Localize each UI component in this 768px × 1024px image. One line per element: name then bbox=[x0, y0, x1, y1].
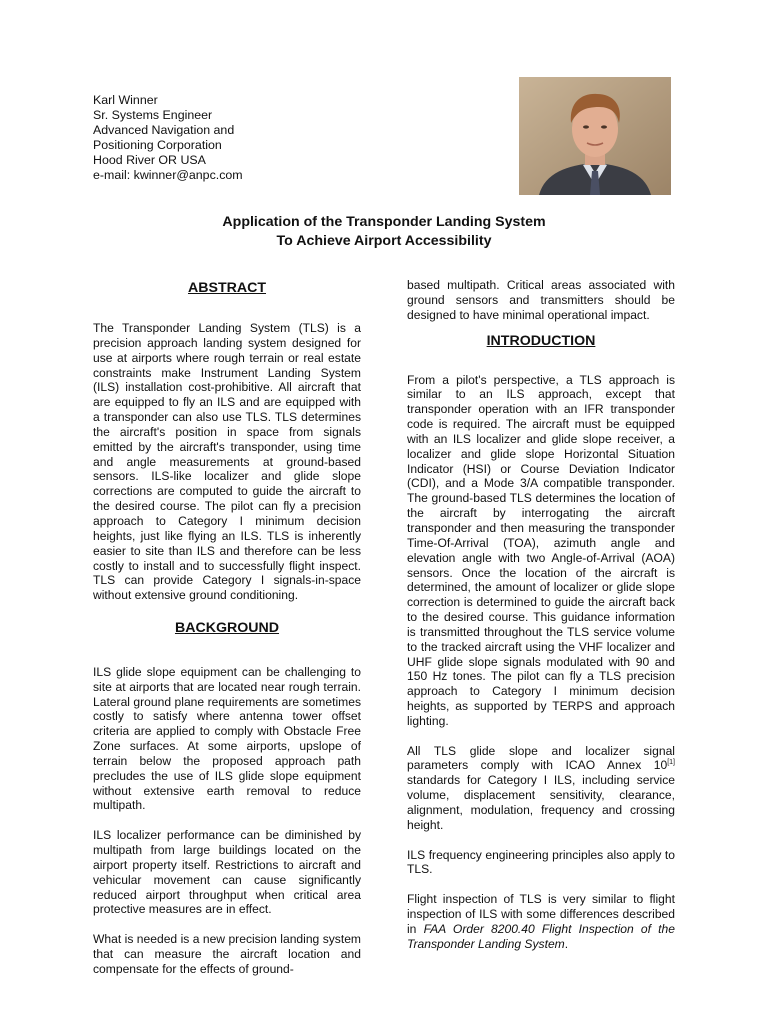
intro-p4-text-b: . bbox=[564, 936, 569, 951]
author-position: Sr. Systems Engineer bbox=[93, 108, 213, 122]
background-paragraph-3-continued: based multipath. Critical areas associated with ground sensors and transmitters should be designed to have minimal operational impact. bbox=[407, 278, 675, 322]
intro-p2-text-a: All TLS glide slope and localizer signal parameters comply with ICAO Annex 10 bbox=[407, 743, 675, 773]
author-org-line1: Advanced Navigation and bbox=[93, 123, 235, 137]
reference-marker: [1] bbox=[667, 759, 675, 767]
abstract-text: The Transponder Landing System (TLS) is a precision approach landing system designed for use at airports where rough terrain or real estate constraints make Instrument Landing System (ILS) installation cost-prohibitive. All aircraft that are equipped to fly an ILS and are equipped with a transponder can also use TLS. TLS determines the aircraft's position in space from signals emitted by the aircraft's transponder, using time and angle measurements at ground-based sensors. ILS-like localizer and glide slope corrections are computed to guide the aircraft to the desired course. The pilot can fly a precision approach to Category I minimum decision heights, just like flying an ILS. TLS is inherently easier to site than ILS and therefore can be less costly to install and to successfully flight inspect. TLS can provide Category I signals-in-space without extensive ground conditioning. bbox=[93, 321, 361, 603]
background-heading: BACKGROUND bbox=[174, 619, 280, 636]
introduction-heading: INTRODUCTION bbox=[486, 332, 596, 349]
portrait-image bbox=[519, 77, 671, 195]
faa-order-citation: FAA Order 8200.40 Flight Inspection of the Transponder Landing System bbox=[407, 921, 675, 951]
background-paragraph-3: What is needed is a new precision landing system that can measure the aircraft location and compensate for the effects of ground- bbox=[93, 932, 361, 976]
title-line-2: To Achieve Airport Accessibility bbox=[276, 233, 492, 249]
right-column bbox=[407, 278, 675, 966]
intro-p4-text-a: Flight inspection of TLS is very similar to flight inspection of ILS with some differences described in bbox=[407, 892, 675, 936]
introduction-paragraph-4 bbox=[407, 892, 675, 951]
abstract-heading: ABSTRACT bbox=[187, 280, 267, 296]
author-block bbox=[93, 93, 243, 183]
background-paragraph-1: ILS glide slope equipment can be challenging to site at airports that are located near rough terrain. Lateral ground plane requirements are sometimes costly to satisfy where antenna tower offset criteria are applied to comply with Obstacle Free Zone surfaces. At some airports, upslope of terrain below the proposed approach path precludes the use of ILS glide slope equipment without extensive earth removal to reduce multipath. bbox=[93, 664, 361, 813]
introduction-paragraph-1: From a pilot's perspective, a TLS approach is similar to an ILS approach, except that transponder operation with an IFR transponder code is required. The aircraft must be equipped with an ILS localizer and glide slope receiver, a localizer and glide slope Horizontal Situation Indicator (HSI) or Course Deviation Indicator (CDI), and a Mode 3/A compatible transponder. The ground-based TLS determines the location of the aircraft by interrogating the aircraft transponder and then measuring the transponder Time-Of-Arrival (TOA), azimuth angle and elevation angle with two Angle-of-Arrival (AOA) sensors. Once the location of the aircraft is determined, the amount of localizer or glide slope correction is determined to guide the aircraft back to the desired course. This guidance information is transmitted throughout the TLS service volume to the tracked aircraft using the VHF localizer and UHF glide slope signals modulated with 90 and 150 Hz tones. The pilot can fly a TLS precision approach to Category I minimum decision heights, as supported by TERPS and approach lighting. bbox=[407, 372, 675, 728]
intro-p2-text-b: standards for Category I ILS, including service volume, displacement sensitivity, clearance, alignment, modulation, frequency and crossing height. bbox=[407, 773, 675, 832]
author-photo bbox=[519, 77, 671, 195]
author-name: Karl Winner bbox=[93, 93, 158, 107]
title-line-1: Application of the Transponder Landing System bbox=[222, 214, 546, 230]
author-location: Hood River OR USA bbox=[93, 153, 206, 167]
left-column bbox=[93, 278, 361, 991]
author-email: e-mail: kwinner@anpc.com bbox=[93, 168, 243, 182]
author-org-line2: Positioning Corporation bbox=[93, 138, 222, 152]
paper-title bbox=[93, 213, 675, 251]
introduction-paragraph-2 bbox=[407, 744, 675, 833]
introduction-paragraph-3: ILS frequency engineering principles also apply to TLS. bbox=[407, 847, 675, 877]
background-paragraph-2: ILS localizer performance can be diminished by multipath from large buildings located on the airport property itself. Restrictions to aircraft and vehicular movement can cause significantly reduced airport throughput when critical area protective measures are in effect. bbox=[93, 828, 361, 917]
